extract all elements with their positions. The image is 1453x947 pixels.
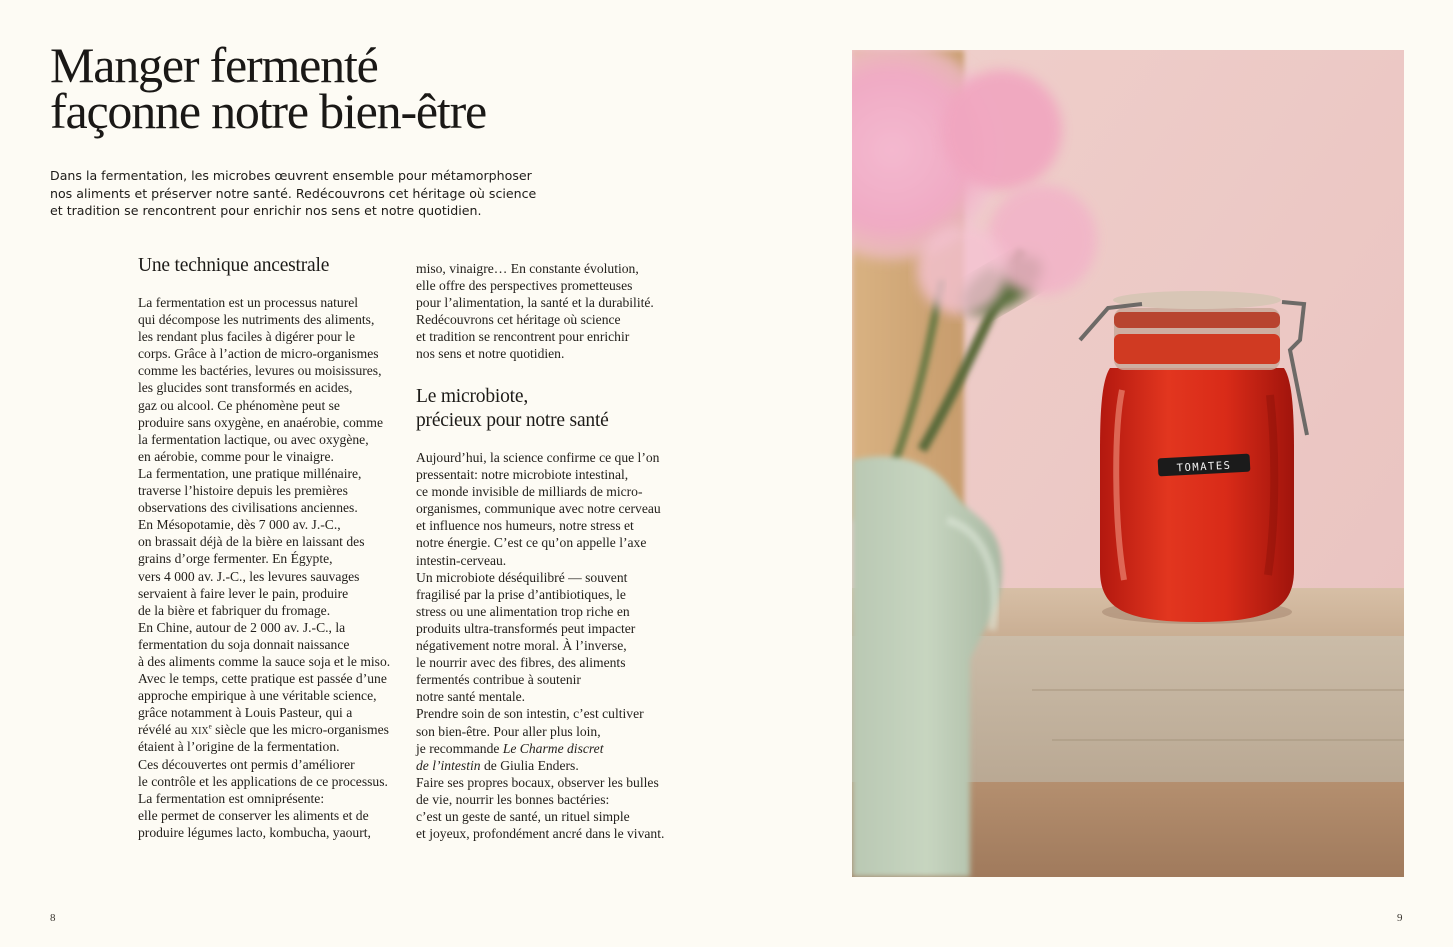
text-line-book bbox=[416, 740, 686, 757]
page-title bbox=[50, 37, 750, 139]
intro-line: nos aliments et préserver notre santé. Redécouvrons cet héritage où science bbox=[50, 185, 537, 201]
text-line: notre énergie. C’est ce qu’on appelle l’axe bbox=[416, 535, 647, 551]
text-line: à des aliments comme la sauce soja et le miso. bbox=[138, 653, 391, 669]
text-fragment: siècle que les micro-organismes bbox=[211, 722, 389, 738]
column-technique-text bbox=[138, 294, 408, 841]
text-line: observations des civilisations anciennes. bbox=[138, 500, 358, 516]
text-line: et joyeux, profondément ancré dans le vivant. bbox=[416, 826, 665, 842]
text-line: Prendre soin de son intestin, c’est cultiver bbox=[416, 706, 644, 722]
text-line: Avec le temps, cette pratique est passée d’une bbox=[138, 671, 387, 687]
text-line: et tradition se rencontrent pour enrichir bbox=[416, 329, 630, 345]
text-line: grâce notamment à Louis Pasteur, qui a bbox=[138, 705, 353, 721]
photo-tomato-jar bbox=[852, 50, 1404, 877]
text-line: les glucides sont transformés en acides, bbox=[138, 380, 353, 396]
title-line-1: Manger fermenté bbox=[50, 37, 378, 93]
text-line: étaient à l’origine de la fermentation. bbox=[138, 739, 340, 755]
book-title-part: Le Charme discret bbox=[502, 740, 604, 756]
section-heading-technique bbox=[138, 254, 329, 278]
text-line: En Mésopotamie, dès 7 000 av. J.-C., bbox=[138, 517, 341, 533]
text-line: c’est un geste de santé, un rituel simple bbox=[416, 808, 630, 824]
text-line: les rendant plus faciles à digérer pour le bbox=[138, 329, 356, 345]
text-line: fermentation du soja donnait naissance bbox=[138, 636, 350, 652]
superscript: e bbox=[208, 722, 212, 731]
section-heading-line: précieux pour notre santé bbox=[416, 410, 609, 431]
text-line: servaient à faire lever le pain, produire bbox=[138, 585, 349, 601]
intro-line: Dans la fermentation, les microbes œuvrent ensemble pour métamorphoser bbox=[50, 168, 532, 183]
text-line: miso, vinaigre… En constante évolution, bbox=[416, 261, 639, 276]
book-title-part: de l’intestin bbox=[416, 757, 481, 773]
section-heading-line: Le microbiote, bbox=[416, 386, 528, 407]
text-line: notre santé mentale. bbox=[416, 689, 526, 705]
text-line: de vie, nourrir les bonnes bactéries: bbox=[416, 791, 610, 807]
text-line: pour l’alimentation, la santé et la durabilité. bbox=[416, 295, 654, 311]
text-line-book bbox=[416, 757, 686, 774]
text-line: Aujourd’hui, la science confirme ce que l’on bbox=[416, 450, 660, 465]
text-line: elle offre des perspectives prometteuses bbox=[416, 278, 633, 294]
page-number-right: 9 bbox=[1397, 912, 1403, 924]
text-line: elle permet de conserver les aliments et de bbox=[138, 807, 369, 823]
text-line: on brassait déjà de la bière en laissant des bbox=[138, 534, 365, 550]
text-line: gaz ou alcool. Ce phénomène peut se bbox=[138, 397, 340, 413]
text-line: La fermentation est omniprésente: bbox=[138, 790, 325, 806]
roman-numeral: xix bbox=[190, 722, 209, 738]
text-line: Redécouvrons cet héritage où science bbox=[416, 312, 621, 328]
intro-line: et tradition se rencontrent pour enrichir nos sens et notre quotidien. bbox=[50, 203, 482, 218]
text-fragment: de Giulia Enders. bbox=[480, 757, 579, 773]
column-technique-continued bbox=[416, 260, 686, 363]
text-line: produits ultra-transformés peut impacter bbox=[416, 620, 636, 636]
text-line: pressentait: notre microbiote intestinal, bbox=[416, 467, 629, 483]
text-line: négativement notre moral. À l’inverse, bbox=[416, 638, 627, 654]
text-line: comme les bactéries, levures ou moisissures, bbox=[138, 363, 382, 379]
text-line: approche empirique à une véritable science, bbox=[138, 688, 377, 704]
text-fragment: je recommande bbox=[416, 740, 503, 756]
text-line: la fermentation lactique, ou avec oxygène, bbox=[138, 431, 369, 447]
photo-illustration bbox=[852, 50, 1404, 877]
section-heading-microbiote bbox=[416, 385, 609, 433]
text-line: organismes, communique avec notre cerveau bbox=[416, 501, 661, 517]
text-line: produire légumes lacto, kombucha, yaourt, bbox=[138, 824, 371, 840]
text-line: et influence nos humeurs, notre stress et bbox=[416, 518, 634, 534]
intro-paragraph bbox=[50, 167, 570, 220]
text-line: La fermentation, une pratique millénaire, bbox=[138, 465, 362, 481]
text-line: Ces découvertes ont permis d’améliorer bbox=[138, 756, 355, 772]
text-line: vers 4 000 av. J.-C., les levures sauvages bbox=[138, 568, 360, 584]
text-line: grains d’orge fermenter. En Égypte, bbox=[138, 551, 333, 567]
section-heading-line: Une technique ancestrale bbox=[138, 255, 330, 276]
text-line: fragilisé par la prise d’antibiotiques, le bbox=[416, 586, 626, 602]
text-line: traverse l’histoire depuis les premières bbox=[138, 483, 348, 499]
page-number-left: 8 bbox=[50, 912, 56, 924]
text-line: le nourrir avec des fibres, des aliments bbox=[416, 655, 626, 671]
text-line: Un microbiote déséquilibré — souvent bbox=[416, 569, 628, 585]
text-line: Faire ses propres bocaux, observer les bulles bbox=[416, 774, 659, 790]
text-line: en aérobie, comme pour le vinaigre. bbox=[138, 448, 334, 464]
text-fragment: révélé au bbox=[138, 722, 191, 738]
text-line: ce monde invisible de milliards de micro- bbox=[416, 484, 643, 500]
text-line: corps. Grâce à l’action de micro-organismes bbox=[138, 346, 379, 362]
text-line: produire sans oxygène, en anaérobie, comme bbox=[138, 414, 383, 430]
text-line: nos sens et notre quotidien. bbox=[416, 346, 565, 362]
text-line: En Chine, autour de 2 000 av. J.-C., la bbox=[138, 619, 346, 635]
title-line-2: façonne notre bien-être bbox=[50, 83, 487, 139]
tomato-jar bbox=[1080, 291, 1307, 624]
text-line: qui décompose les nutriments des aliments, bbox=[138, 312, 375, 328]
text-line: de la bière et fabriquer du fromage. bbox=[138, 602, 331, 618]
text-line: stress ou une alimentation trop riche en bbox=[416, 603, 630, 619]
text-line: La fermentation est un processus naturel bbox=[138, 295, 359, 310]
jar-label: TOMATES bbox=[1176, 459, 1232, 475]
text-line: le contrôle et les applications de ce processus. bbox=[138, 773, 388, 789]
text-line: son bien-être. Pour aller plus loin, bbox=[416, 723, 601, 739]
text-line-century bbox=[138, 721, 408, 738]
text-line: fermentés contribue à soutenir bbox=[416, 672, 581, 688]
column-microbiote-text bbox=[416, 449, 686, 842]
text-line: intestin-cerveau. bbox=[416, 552, 507, 568]
